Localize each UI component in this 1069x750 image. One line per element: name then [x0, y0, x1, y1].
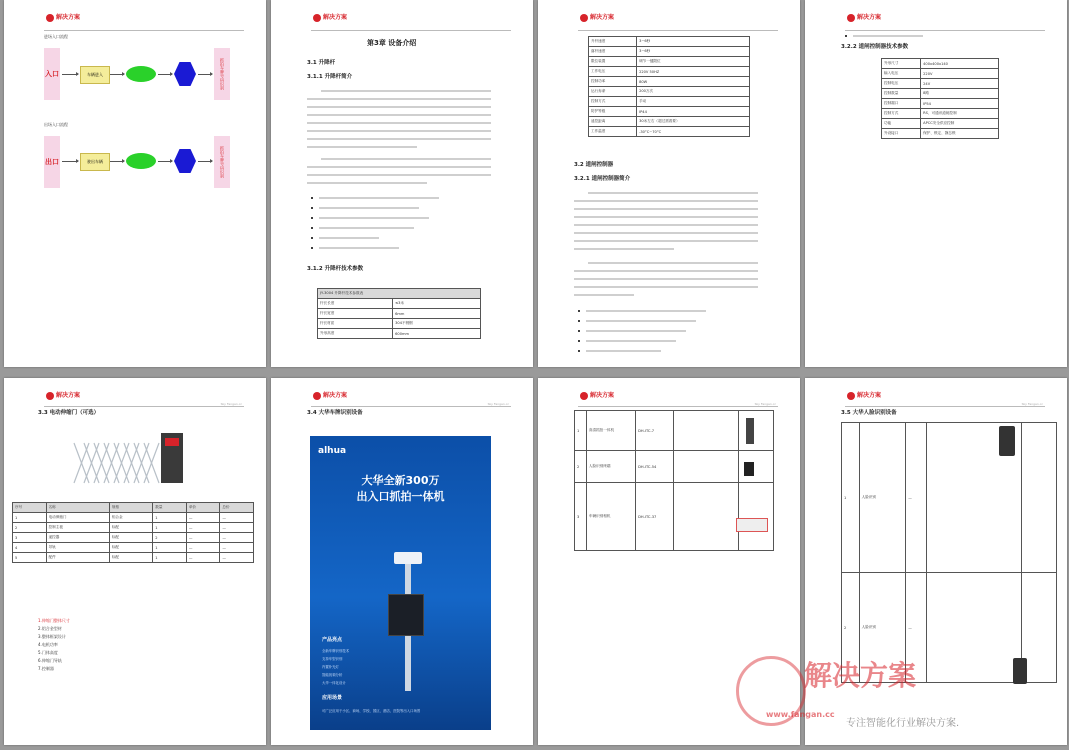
brand-logo: 解决方案 — [580, 12, 614, 22]
page-5: 解决方案 Sky Fangan.cc 3.3 电动伸缩门（可选） 序号 名称 规格 数量 单价 总价 1 电动伸缩门 铝合金 1 — — 2 控制主板 标配 1 — — 3 遥控器 标配 2 — — 4 导轨 标配 1 — — 5 配件 标配 1 — — 1.伸缩门整体尺寸 2.铝合金型材 3.整体框架设计 4.电机功率 5.门体高度 6.伸缩门导轨 7.控制器 — [4, 378, 266, 745]
brand-watermark: 解决方案 www.fangan.cc 专注智能化行业解决方案. — [736, 648, 1066, 748]
flow-vehicle-exit: 驶出车辆 — [80, 153, 110, 171]
flow-hexagon-exit — [174, 149, 196, 173]
flow-ellipse-green — [126, 66, 156, 82]
section-3-2-1: 3.2.1 道闸控制器简介 — [574, 176, 631, 182]
brand-logo: 解决方案 — [46, 390, 80, 400]
controller-spec-table: 外形尺寸 400x400x140 输入电压 220V 控制电压 24V 控制数量 8路 控制端口 IP54 控制方式 RS、可通讯道闸控制 功能 APCC安全供应控制 外设接口 保护、锁定、静态锁 — [881, 58, 999, 139]
section-3-1-1: 3.1.1 升降杆简介 — [307, 74, 353, 80]
flow-hexagon — [174, 62, 196, 86]
page-7: 解决方案 Sky Fangan.cc 1 高清抓拍一体机 DH-ITC-7 2 人脸识别终端 DH-ITC-54 3 车辆识别相机 DH-ITC-37 — [538, 378, 800, 745]
brand-logo: 解决方案 — [580, 390, 614, 400]
brand-logo: 解决方案 — [46, 12, 80, 22]
section-3-4: 3.4 大华车牌识别设备 — [307, 410, 363, 416]
device-image-2 — [744, 462, 754, 476]
flow-vehicle-enter: 车辆进入 — [80, 66, 110, 84]
page-1 — [4, 0, 266, 367]
section-3-5: 3.5 大华人脸识别设备 — [841, 410, 897, 416]
section-3-1: 3.1 升降杆 — [307, 60, 336, 66]
flow-ellipse-green-exit — [126, 153, 156, 169]
brand-logo: 解决方案 — [313, 390, 347, 400]
page-4 — [805, 0, 1067, 367]
section-3-2: 3.2 道闸控制器 — [574, 162, 614, 168]
dahua-poster: alhua 大华全新300万 出入口抓拍一体机 产品亮点 全新车牌识别技术 支持车型识别 内置补光灯 智能视频分析 大华一体化设计 应用场景 可广泛应用于小区、商场、学校、园区、酒店、医院等出入口场景 — [310, 436, 491, 730]
page-8: 解决方案 Sky Fangan.cc 3.5 大华人脸识别设备 1 人脸识别 — 2 人脸识别 — — [805, 378, 1067, 745]
brand-logo: 解决方案 — [313, 12, 347, 22]
section-3-3: 3.3 电动伸缩门（可选） — [38, 410, 100, 416]
exit-flow-label: 出场入口流程 — [44, 122, 68, 127]
gate-quote-table: 序号 名称 规格 数量 单价 总价 1 电动伸缩门 铝合金 1 — — 2 控制主板 标配 1 — — 3 遥控器 标配 2 — — 4 导轨 标配 1 — — 5 配件 标配 1 — — — [12, 502, 254, 563]
brand-logo: 解决方案 — [847, 390, 881, 400]
flow-entry-box: 入口 — [44, 48, 60, 100]
page-6: 解决方案 Sky Fangan.cc 3.4 大华车牌识别设备 alhua 大华全新300万 出入口抓拍一体机 产品亮点 全新车牌识别技术 支持车型识别 内置补光灯 智能视频分析 大华一体化设计 应用场景 可广泛应用于小区、商场、学校、园区、酒店、医院等出入口场景 — [271, 378, 533, 745]
flow-capture-box: 抓拍车牌号码识别 — [214, 48, 230, 100]
chapter-title: 第3章 设备介绍 — [367, 39, 417, 47]
section-3-1-2: 3.1.2 升降杆技术参数 — [307, 266, 364, 272]
page-3 — [538, 0, 800, 367]
entry-flow-label: 进场入口流程 — [44, 34, 68, 39]
device-image-1 — [746, 418, 754, 444]
section-3-2-2: 3.2.2 道闸控制器技术参数 — [841, 44, 909, 50]
flow-exit-box: 出口 — [44, 136, 60, 188]
face-device-table: 1 人脸识别 — 2 人脸识别 — — [841, 422, 1057, 683]
lift-bar-spec-table-cont: 升杆速度 3~6秒 落杆速度 3~6秒 限位装置 调节一键限位 工作电压 220V 50HZ 控制功率 80W 运行寿命 200万次 控制方式 手动 防护等级 IP44 遥控距离 30米左右（超过需看要） 工作温度 -30°C~70°C — [588, 36, 750, 137]
face-terminal-image-1 — [999, 426, 1015, 456]
device-image-3 — [736, 518, 768, 532]
flow-capture-box-exit: 抓拍车牌号码识别 — [214, 136, 230, 188]
equipment-table: 1 高清抓拍一体机 DH-ITC-7 2 人脸识别终端 DH-ITC-54 3 车辆识别相机 DH-ITC-37 — [574, 410, 774, 551]
retractable-gate-image — [69, 428, 219, 488]
page-2 — [271, 0, 533, 367]
lift-bar-spec-table: JY-3004 升降杆技术参数表 杆长长度 ≤3米 杆长宽度 6mm 杆长材质 304不锈钢 外形高度 600mm — [317, 288, 481, 339]
brand-logo: 解决方案 — [847, 12, 881, 22]
